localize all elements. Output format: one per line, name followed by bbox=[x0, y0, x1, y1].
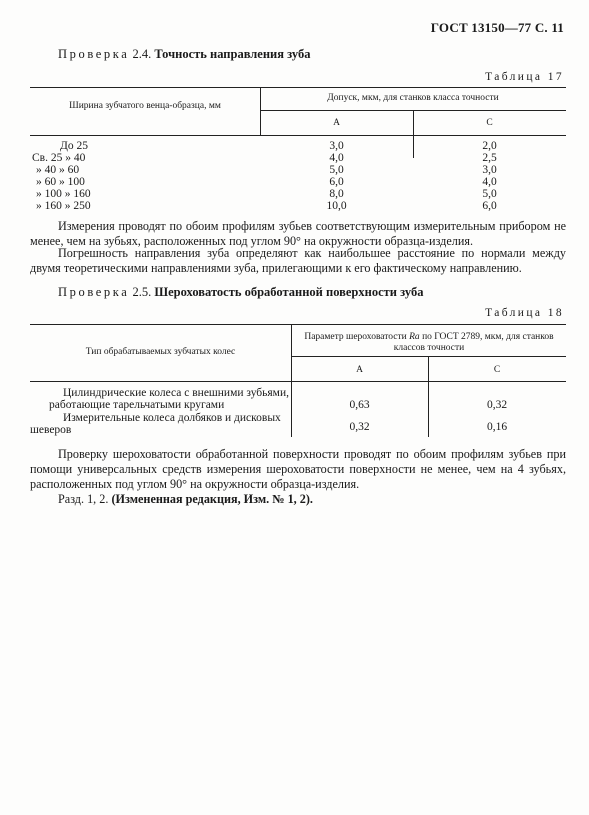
section-word: Проверка bbox=[58, 47, 130, 61]
section-word: Проверка bbox=[58, 285, 130, 299]
amendment-note: Разд. 1, 2. (Измененная редакция, Изм. № 1, 2). bbox=[58, 492, 313, 506]
table-18-sub-a: А bbox=[356, 365, 363, 375]
table-17-group-header: Допуск, мкм, для станков класса точности bbox=[327, 93, 499, 103]
table-row-width: » 100 » 160 bbox=[36, 188, 91, 200]
table-18-col1-header: Тип обрабатываемых зубчатых колес bbox=[85, 347, 236, 357]
table-17-col1-header: Ширина зубчатого венца-образца, мм bbox=[69, 101, 221, 111]
table-row-c: 3,0 bbox=[482, 164, 497, 176]
table-17 bbox=[30, 87, 566, 212]
section-2-5-heading bbox=[58, 285, 423, 300]
table-row-type: Измерительные колеса долбяков и дисковых шеверов bbox=[30, 412, 281, 436]
table-row-a: 5,0 bbox=[329, 164, 344, 176]
table-row-a: 10,0 bbox=[326, 200, 347, 212]
table-row-width: До 25 bbox=[60, 140, 88, 152]
table-17-sub-a: А bbox=[333, 118, 340, 128]
paragraph-error-definition: Погрешность направления зуба определяют как наибольшее расстояние по нормали между двумя теоретическими направлениями зуба, прилегающими к его фактическому направлению. bbox=[30, 246, 566, 276]
table-row-c: 0,32 bbox=[486, 399, 508, 411]
table-row-a: 4,0 bbox=[329, 152, 344, 164]
table-row-c: 6,0 bbox=[482, 200, 497, 212]
table-row-c: 5,0 bbox=[482, 188, 497, 200]
section-title: Точность направления зуба bbox=[154, 47, 311, 61]
paragraph-roughness-check: Проверку шероховатости обработанной поверхности проводят по обоим профилям зубьев при помощи универсальных средств измерения шероховатости поверхности не менее, чем на 4 зубьях, расположенных под углом 90° на окружности образца-изделия. bbox=[30, 447, 566, 492]
table-row-width: Св. 25 » 40 bbox=[32, 152, 86, 164]
table-row-c: 2,0 bbox=[482, 140, 497, 152]
page-header: ГОСТ 13150—77 С. 11 bbox=[430, 20, 564, 35]
section-number: 2.4. bbox=[132, 47, 152, 61]
table-row-a: 0,32 bbox=[349, 421, 370, 433]
table-18 bbox=[30, 324, 566, 439]
table-row-a: 6,0 bbox=[329, 176, 344, 188]
table-18-label: Таблица 18 bbox=[485, 307, 564, 319]
table-row-c: 2,5 bbox=[482, 152, 497, 164]
section-2-4-heading bbox=[58, 47, 311, 62]
table-18-group-header: Параметр шероховатости Ra по ГОСТ 2789, мкм, для станков классов точности bbox=[304, 332, 554, 353]
table-row-width: » 40 » 60 bbox=[36, 164, 80, 176]
table-row-width: » 60 » 100 bbox=[36, 176, 85, 188]
paragraph-measurement: Измерения проводят по обоим профилям зубьев соответствующим измерительным прибором не менее, чем на зубьях, расположенных под углом 90° на окружности образца-изделия. bbox=[30, 219, 566, 249]
table-18-sub-c: С bbox=[493, 365, 501, 375]
table-row-a: 8,0 bbox=[329, 188, 344, 200]
table-row-a: 3,0 bbox=[329, 140, 344, 152]
section-number: 2.5. bbox=[132, 285, 152, 299]
table-row-c: 0,16 bbox=[486, 421, 508, 433]
table-row-a: 0,63 bbox=[349, 399, 370, 411]
table-row-type: Цилиндрические колеса с внешними зубьями, работающие тарельчатыми кругами bbox=[49, 387, 289, 411]
table-17-label: Таблица 17 bbox=[485, 71, 564, 83]
table-row-width: » 160 » 250 bbox=[36, 200, 91, 212]
table-17-sub-c: С bbox=[486, 118, 493, 128]
section-title: Шероховатость обработанной поверхности зуба bbox=[154, 285, 424, 299]
table-row-c: 4,0 bbox=[482, 176, 497, 188]
